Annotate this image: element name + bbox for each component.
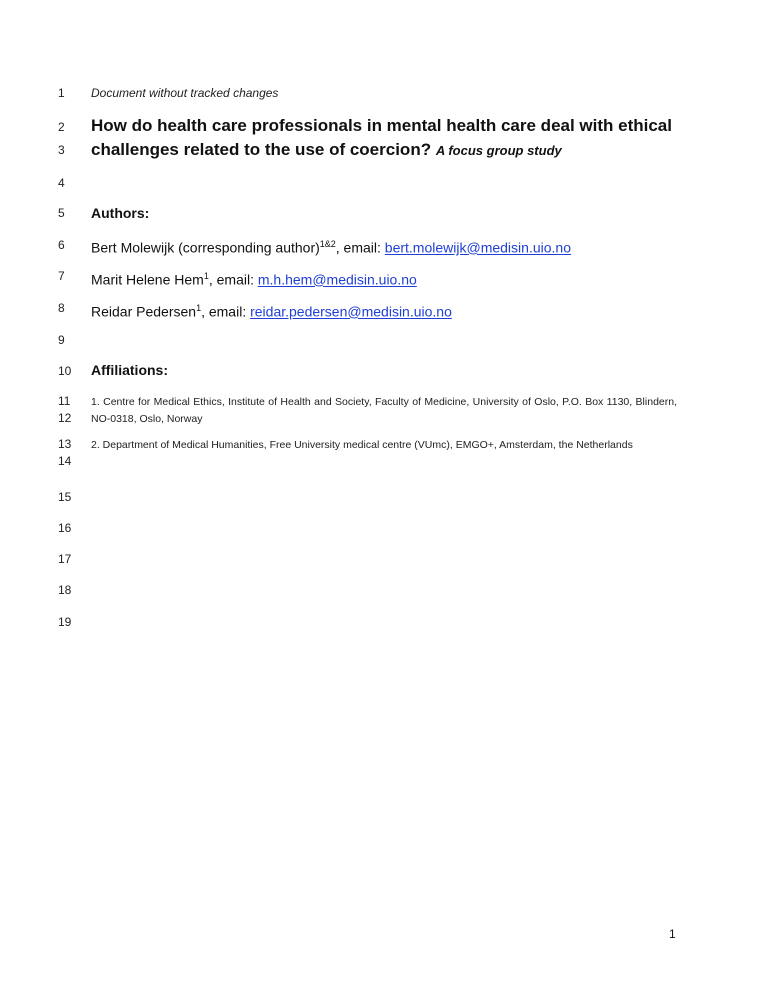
line-number: 18 <box>58 583 72 597</box>
line-number: 16 <box>58 521 72 535</box>
line-number: 9 <box>58 333 65 347</box>
line-number: 12 <box>58 411 72 425</box>
page-title: How do health care professionals in mental health care deal with ethical <box>91 116 672 135</box>
line-number: 5 <box>58 206 65 220</box>
line-number: 15 <box>58 490 72 504</box>
author-name: Bert Molewijk (corresponding author) <box>91 239 320 256</box>
author-entry <box>91 268 417 288</box>
author-affiliation-marker: 1 <box>196 303 202 313</box>
page-title-line-2 <box>91 138 562 163</box>
author-affiliation-marker: 1&2 <box>319 239 336 249</box>
author-name: Marit Helene Hem <box>91 271 204 288</box>
line-number: 11 <box>58 394 71 408</box>
document-note: Document without tracked changes <box>91 86 279 100</box>
line-number: 17 <box>58 552 72 566</box>
page-number: 1 <box>669 927 676 941</box>
line-number: 7 <box>58 269 65 283</box>
line-number: 6 <box>58 238 65 252</box>
author-entry <box>91 300 452 320</box>
authors-heading: Authors: <box>91 205 150 221</box>
title-text: challenges related to the use of coercion? <box>91 140 432 159</box>
affiliations-heading: Affiliations: <box>91 362 168 378</box>
affiliation-entry: 1. Centre for Medical Ethics, Institute of Health and Society, Faculty of Medicine, University of Oslo, P.O. Box 1130, Blindern, NO-0318, Oslo, Norway <box>91 396 677 425</box>
line-number: 2 <box>58 120 65 134</box>
line-number: 14 <box>58 454 72 468</box>
affiliation-entry: 2. Department of Medical Humanities, Free University medical centre (VUmc), EMGO+, Amsterdam, the Netherlands <box>91 439 633 451</box>
author-affiliation-marker: 1 <box>203 271 209 281</box>
author-email-label: , email: <box>201 303 251 320</box>
title-subtitle: A focus group study <box>435 143 562 158</box>
line-number: 19 <box>58 615 72 629</box>
line-number: 13 <box>58 437 72 451</box>
line-number: 1 <box>58 86 65 100</box>
line-number: 3 <box>58 143 65 157</box>
author-entry <box>91 236 571 256</box>
line-number: 4 <box>58 176 65 190</box>
author-email-link[interactable]: reidar.pedersen@medisin.uio.no <box>250 303 452 320</box>
author-email-label: , email: <box>335 239 385 256</box>
author-email-link[interactable]: m.h.hem@medisin.uio.no <box>257 271 417 288</box>
line-number: 10 <box>58 364 72 378</box>
line-number: 8 <box>58 301 65 315</box>
author-name: Reidar Pedersen <box>91 303 197 320</box>
author-email-label: , email: <box>208 271 258 288</box>
author-email-link[interactable]: bert.molewijk@medisin.uio.no <box>384 239 571 256</box>
